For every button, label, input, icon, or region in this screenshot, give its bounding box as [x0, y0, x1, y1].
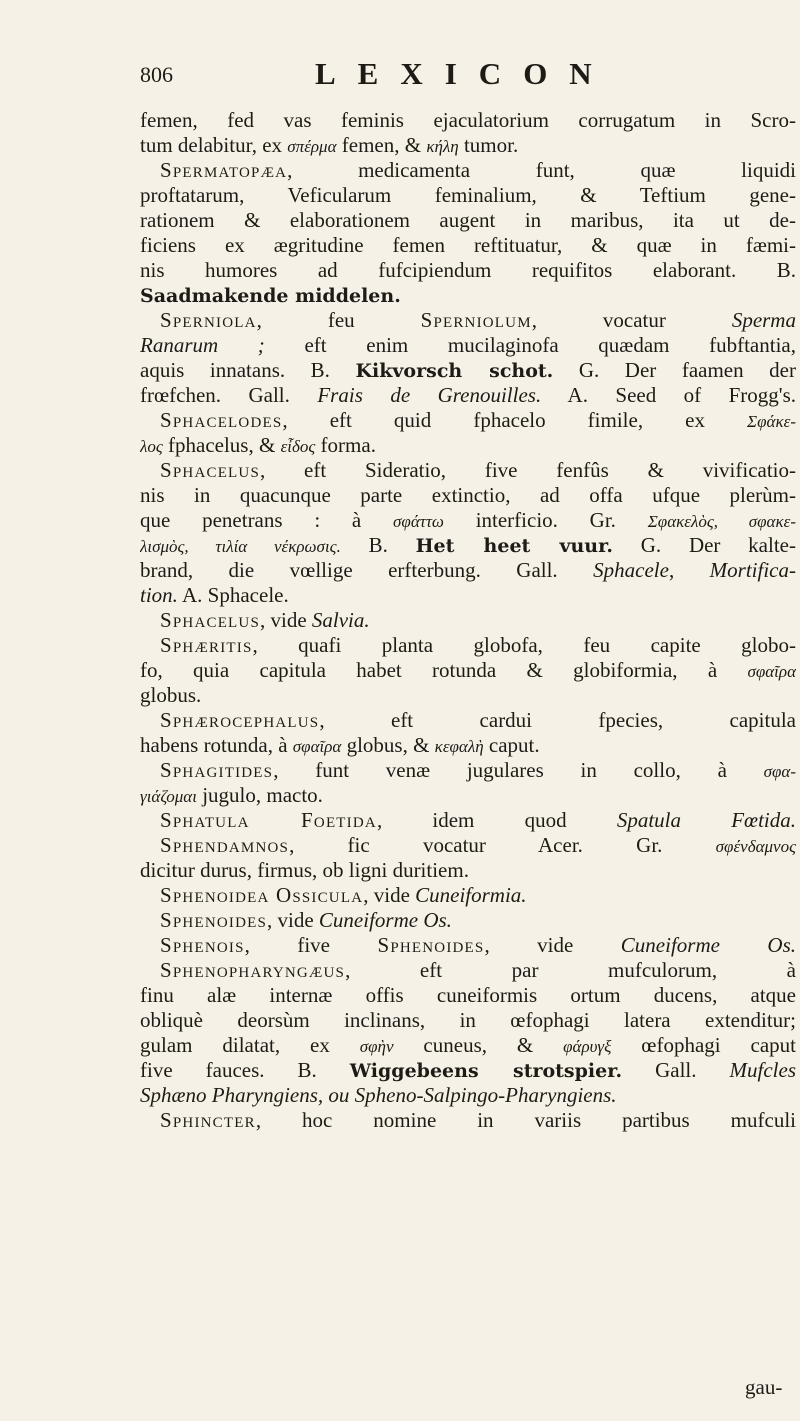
- italic-term: Sphacele: [593, 558, 669, 582]
- blackletter-term: Het heet vuur.: [415, 535, 613, 557]
- text-line: [140, 458, 796, 483]
- line-text: fphacelus, &: [162, 433, 281, 457]
- entry-headword: Sphatula Foetida: [160, 808, 377, 832]
- text-line: [140, 183, 796, 208]
- italic-term: Sperma: [731, 308, 796, 332]
- text-line: [140, 808, 796, 833]
- text-line: [140, 783, 796, 808]
- text-line: [140, 133, 796, 158]
- italic-term: Cuneiformia.: [415, 883, 527, 907]
- text-line: [140, 583, 796, 608]
- line-text: Gall.: [622, 1058, 730, 1082]
- line-text: A. Sphacele.: [177, 583, 289, 607]
- line-text: ,: [668, 558, 710, 582]
- text-line: [140, 608, 796, 633]
- text-line: [140, 333, 796, 358]
- line-text: forma.: [315, 433, 376, 457]
- line-text: dicitur durus, firmus, ob ligni duritiem.: [140, 858, 469, 882]
- line-text: , idem quod: [376, 808, 617, 832]
- greek-term: φάρυγξ: [563, 1037, 612, 1056]
- text-line: [140, 533, 796, 558]
- catchword: gau-: [745, 1375, 783, 1399]
- greek-term: γιάζομαι: [140, 787, 197, 806]
- text-line: [140, 433, 796, 458]
- entry-headword: Sperniolum: [420, 308, 532, 332]
- line-text: que penetrans : à: [140, 508, 394, 532]
- text-line: [140, 383, 796, 408]
- line-text: brand, die vœllige erfterbung. Gall.: [140, 558, 594, 582]
- blackletter-term: Kikvorsch schot.: [355, 360, 554, 382]
- line-text: five fauces. B.: [140, 1058, 350, 1082]
- italic-term: Cuneiforme Os.: [318, 908, 452, 932]
- line-text: eft enim mucilaginofa quædam fubftantia,: [264, 333, 796, 357]
- blackletter-term: Saadmakende middelen.: [140, 285, 401, 307]
- italic-term: Mortifica-: [709, 558, 796, 582]
- line-text: , eft Sideratio, five fenfûs & vivificatio-: [260, 458, 796, 482]
- line-text: nis humores ad fufcipiendum requifitos elaborant. B.: [140, 258, 796, 282]
- line-text: femen, fed vas feminis ejaculatorium corrugatum in Scro-: [140, 108, 796, 132]
- line-text: , vide: [363, 883, 416, 907]
- line-text: , hoc nomine in variis partibus mufculi: [255, 1108, 796, 1132]
- entry-headword: Sphenois: [160, 933, 245, 957]
- line-text: , eft quid fphacelo fimile, ex: [282, 408, 748, 432]
- text-line: [140, 658, 796, 683]
- text-line: [140, 558, 796, 583]
- text-line: [140, 833, 796, 858]
- entry-headword: Sphenoides: [160, 908, 268, 932]
- line-text: , funt venæ jugulares in collo, à: [273, 758, 764, 782]
- italic-term: Spatula Fœtida.: [616, 808, 796, 832]
- text-line: [140, 1083, 796, 1108]
- blackletter-term: Wiggebeens strotspier.: [349, 1060, 623, 1082]
- line-text: B.: [340, 533, 416, 557]
- italic-term: Ranarum ;: [140, 333, 265, 357]
- line-text: obliquè deorsùm inclinans, in œfophagi latera extenditur;: [140, 1008, 796, 1032]
- text-line: [140, 358, 796, 383]
- text-line: [140, 708, 796, 733]
- line-text: cuneus, &: [393, 1033, 564, 1057]
- entry-headword: Sphincter: [160, 1108, 256, 1132]
- line-text: , eft cardui fpecies, capitula: [319, 708, 796, 732]
- running-title: LEXICON: [315, 56, 614, 91]
- greek-term: κήλη: [426, 137, 459, 156]
- greek-term: σπέρμα: [287, 137, 337, 156]
- text-line: [140, 158, 796, 183]
- line-text: interficio. Gr.: [443, 508, 648, 532]
- line-text: gulam dilatat, ex: [140, 1033, 360, 1057]
- line-text: ficiens ex ægritudine femen reftituatur, & quæ in fæmi-: [140, 233, 796, 257]
- greek-term: Σφάκε-: [747, 412, 796, 431]
- line-text: jugulo, macto.: [196, 783, 323, 807]
- text-line: [140, 958, 796, 983]
- italic-term: Cuneiforme Os.: [620, 933, 796, 957]
- line-text: nis in quacunque parte extinctio, ad offa ufque plerùm-: [140, 483, 796, 507]
- line-text: , fic vocatur Acer. Gr.: [289, 833, 716, 857]
- text-line: [140, 933, 796, 958]
- entry-headword: Sphacelus: [160, 458, 260, 482]
- line-text: globus.: [140, 683, 202, 707]
- entry-headword: Sphacelus: [160, 608, 260, 632]
- greek-term: σφαῖρα: [292, 737, 342, 756]
- entry-headword: Sphagitides: [160, 758, 274, 782]
- text-line: [140, 633, 796, 658]
- text-line: [140, 858, 796, 883]
- italic-term: Mufcles: [729, 1058, 796, 1082]
- line-text: habens rotunda, à: [140, 733, 293, 757]
- greek-term: κεφαλὴ: [434, 737, 484, 756]
- greek-term: Σφακελὸς, σφακε-: [647, 512, 796, 531]
- line-text: aquis innatans. B.: [140, 358, 356, 382]
- text-line: [140, 908, 796, 933]
- line-text: femen, &: [336, 133, 427, 157]
- page-number: 806: [140, 62, 173, 87]
- text-line: [140, 308, 796, 333]
- line-text: , vide: [484, 933, 621, 957]
- italic-term: Sphæno Pharyngiens, ou Spheno-Salpingo-Pharyngiens.: [140, 1083, 617, 1107]
- greek-term: σφαῖρα: [747, 662, 796, 681]
- italic-term: Frais de Grenouilles.: [317, 383, 542, 407]
- line-text: , vide: [267, 908, 319, 932]
- text-line: [140, 1008, 796, 1033]
- text-line: [140, 283, 796, 308]
- line-text: fo, quia capitula habet rotunda & globiformia, à: [140, 658, 748, 682]
- entry-headword: Sphacelodes: [160, 408, 283, 432]
- line-text: tumor.: [458, 133, 519, 157]
- text-line: [140, 1108, 796, 1133]
- text-line: [140, 733, 796, 758]
- line-text: tum delabitur, ex: [140, 133, 288, 157]
- line-text: , feu: [256, 308, 421, 332]
- page-header: [140, 56, 800, 102]
- text-line: [140, 483, 796, 508]
- line-text: A. Seed of Frogg's.: [541, 383, 796, 407]
- text-line: [140, 683, 796, 708]
- line-text: G. Der kalte-: [613, 533, 796, 557]
- entry-headword: Sphærocephalus: [160, 708, 320, 732]
- entry-headword: Sphenoidea Ossicula: [160, 883, 364, 907]
- text-line: [140, 1058, 796, 1083]
- entry-headword: Sperniola: [160, 308, 257, 332]
- line-text: , eft par mufculorum, à: [345, 958, 796, 982]
- line-text: , five: [244, 933, 378, 957]
- text-line: [140, 108, 796, 133]
- entry-text-column: [140, 108, 796, 1133]
- text-line: [140, 258, 796, 283]
- greek-term: σφένδαμνος: [715, 837, 796, 856]
- line-text: globus, &: [341, 733, 435, 757]
- line-text: finu alæ internæ offis cuneiformis ortum ducens, atque: [140, 983, 796, 1007]
- entry-headword: Sphenoides: [377, 933, 485, 957]
- greek-term: εἶδος: [280, 437, 316, 456]
- text-line: [140, 758, 796, 783]
- greek-term: σφάττω: [393, 512, 444, 531]
- line-text: , vide: [260, 608, 312, 632]
- line-text: œfophagi caput: [611, 1033, 796, 1057]
- text-line: [140, 883, 796, 908]
- text-line: [140, 208, 796, 233]
- text-line: [140, 233, 796, 258]
- text-line: [140, 983, 796, 1008]
- greek-term: σφὴν: [359, 1037, 394, 1056]
- line-text: proftatarum, Veficularum feminalium, & Teftium gene-: [140, 183, 796, 207]
- line-text: G. Der faamen der: [553, 358, 796, 382]
- line-text: caput.: [483, 733, 540, 757]
- line-text: frœfchen. Gall.: [140, 383, 318, 407]
- greek-term: λισμὸς, τιλία νέκρωσις.: [140, 537, 341, 556]
- italic-term: tion.: [140, 583, 178, 607]
- greek-term: λος: [140, 437, 163, 456]
- line-text: , quafi planta globofa, feu capite globo-: [252, 633, 796, 657]
- entry-headword: Sphenopharyngæus: [160, 958, 346, 982]
- greek-term: σφα-: [763, 762, 796, 781]
- text-line: [140, 508, 796, 533]
- italic-term: Salvia.: [311, 608, 370, 632]
- line-text: rationem & elaborationem augent in maribus, ita ut de-: [140, 208, 796, 232]
- entry-headword: Sphæritis: [160, 633, 253, 657]
- entry-headword: Sphendamnos: [160, 833, 290, 857]
- line-text: , vocatur: [531, 308, 732, 332]
- entry-headword: Spermatopæa: [160, 158, 288, 182]
- line-text: , medicamenta funt, quæ liquidi: [287, 158, 796, 182]
- text-line: [140, 1033, 796, 1058]
- text-line: [140, 408, 796, 433]
